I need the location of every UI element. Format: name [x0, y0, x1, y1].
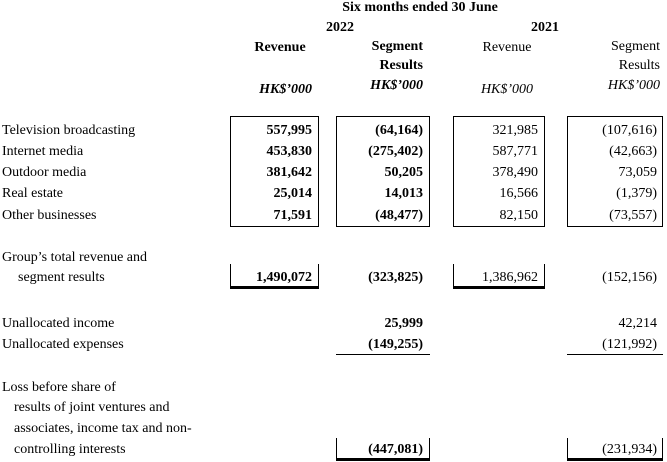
revenue-2021-header-text: Revenue	[482, 40, 532, 55]
year-2021-header: 2021	[531, 20, 559, 35]
unallocated-expenses-2021: (121,992)	[602, 337, 657, 352]
currency-rev-2022: HK$’000	[259, 82, 312, 97]
segment-2021-header-l1: Segment	[611, 39, 660, 54]
loss-2021: (231,934)	[602, 442, 657, 457]
rev-2022-cell: 71,591	[273, 208, 312, 223]
segment-2022-header-l1: Segment	[371, 39, 423, 54]
seg-2021-cell: (107,616)	[602, 123, 657, 138]
row-label: Television broadcasting	[2, 123, 136, 138]
rev-2022-cell: 25,014	[273, 186, 312, 201]
unallocated-2022-underline	[336, 354, 430, 355]
row-label: Outdoor media	[2, 165, 87, 180]
currency-rev-2021: HK$’000	[480, 82, 534, 97]
total-rev-2021-box-right	[544, 264, 545, 286]
currency-seg-2022: HK$’000	[370, 78, 423, 93]
total-rev-2021-underline	[453, 286, 545, 289]
total-rev-2022-box-right	[318, 264, 319, 286]
loss-label-line1: Loss before share of	[2, 380, 116, 395]
loss-2022-box-right	[429, 438, 430, 458]
total-rev-2022-box-left	[230, 264, 231, 286]
seg-2022-cell: (48,477)	[375, 208, 423, 223]
loss-label-line4: controlling interests	[14, 442, 126, 457]
row-label: Real estate	[2, 186, 64, 201]
rev-2022-cell: 381,642	[266, 165, 312, 180]
total-seg-2022: (323,825)	[368, 270, 423, 285]
seg-2021-cell: (1,379)	[616, 186, 657, 201]
loss-2021-underline	[567, 458, 663, 461]
unallocated-income-label: Unallocated income	[2, 316, 115, 331]
seg-2022-cell: 14,013	[384, 186, 423, 201]
unallocated-income-2022: 25,999	[384, 316, 423, 331]
rev-2021-cell: 82,150	[499, 208, 538, 223]
segment-2022-header-l2: Results	[379, 58, 423, 73]
unallocated-expenses-label: Unallocated expenses	[2, 337, 124, 352]
rev-2021-cell: 16,566	[499, 186, 538, 201]
unallocated-expenses-2022: (149,255)	[368, 337, 423, 352]
seg-2022-cell: 50,205	[384, 165, 423, 180]
period-header: Six months ended 30 June	[342, 0, 498, 15]
row-label: Internet media	[2, 144, 84, 159]
rev-2022-cell: 557,995	[266, 123, 312, 138]
loss-2021-box-right	[662, 438, 663, 458]
rev-2022-cell: 453,830	[266, 144, 312, 159]
rev-2021-cell: 378,490	[492, 165, 538, 180]
row-label: Other businesses	[2, 208, 97, 223]
loss-2022: (447,081)	[368, 442, 423, 457]
loss-label-line2: results of joint ventures and	[14, 400, 170, 415]
total-rev-2021: 1,386,962	[482, 270, 538, 285]
total-label-line2: segment results	[18, 270, 105, 285]
currency-seg-2021: HK$’000	[607, 78, 660, 93]
revenue-2022-header: Revenue	[254, 40, 306, 55]
loss-2022-box-left	[336, 438, 337, 458]
total-seg-2021: (152,156)	[602, 270, 657, 285]
loss-label-line3: associates, income tax and non-	[14, 421, 192, 436]
total-rev-2022: 1,490,072	[256, 270, 312, 285]
total-rev-2022-underline	[230, 286, 319, 289]
seg-2021-cell: (73,557)	[609, 208, 657, 223]
unallocated-income-2021: 42,214	[618, 316, 657, 331]
year-2022-header: 2022	[326, 20, 354, 35]
rev-2021-cell: 587,771	[492, 144, 538, 159]
revenue-2021-header	[452, 40, 562, 56]
loss-2021-box-left	[567, 438, 568, 458]
total-rev-2021-box-left	[453, 264, 454, 286]
seg-2021-cell: (42,663)	[609, 144, 657, 159]
unallocated-2021-underline	[567, 354, 663, 355]
seg-2022-cell: (275,402)	[368, 144, 423, 159]
seg-2022-cell: (64,164)	[375, 123, 423, 138]
loss-2022-underline	[336, 458, 430, 461]
rev-2021-cell: 321,985	[492, 123, 538, 138]
seg-2021-cell: 73,059	[618, 165, 657, 180]
total-label-line1: Group’s total revenue and	[2, 250, 148, 265]
segment-2021-header-l2: Results	[618, 58, 660, 73]
